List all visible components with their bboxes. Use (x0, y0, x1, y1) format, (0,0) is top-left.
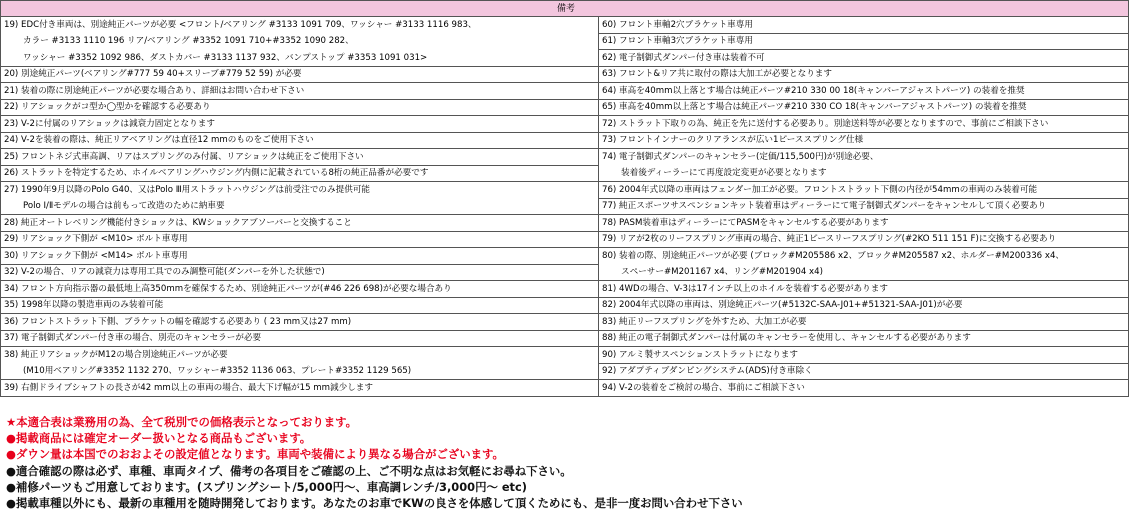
note-left-cell: 20) 別途純正パーツ(ベアリング#777 59 40+スリーブ#779 52 59) が必要 (1, 66, 599, 83)
table-row (1, 231, 1129, 248)
table-row (1, 50, 1129, 67)
table-row (1, 347, 1129, 364)
note-right-cell: 63) フロント&リア共に取付の際は大加工が必要となります (599, 66, 1129, 83)
note-right-cell: 60) フロント車軸2穴ブラケット車専用 (599, 17, 1129, 34)
note-left-cell: 38) 純正リアショックがM12の場合別途純正パーツが必要 (1, 347, 599, 364)
note-left-cell: カラー #3133 1110 196 リア/ベアリング #3352 1091 710+#3352 1090 282、 (1, 33, 599, 50)
table-row (1, 281, 1129, 298)
note-left-cell: 39) 右側ドライブシャフトの長さが42 mm以上の車両の場合、最大下げ幅が15 mm減少します (1, 380, 599, 397)
note-left-cell: 28) 純正オートレベリング機能付きショックは、KWショックアブソーバーと交換すること (1, 215, 599, 232)
table-row (1, 165, 1129, 182)
note-left-cell: 30) リアショック下側が <M14> ボルト車専用 (1, 248, 599, 265)
footer-note-order: ●掲載商品には確定オーダー扱いとなる商品もございます。 (6, 431, 312, 446)
note-right-cell: 64) 車高を40mm以上落とす場合は純正パーツ#210 330 00 18(キャンバーアジャストパーツ) の装着を推奨 (599, 83, 1129, 100)
note-right-cell: 94) V-2の装着をご検討の場合、事前にご相談下さい (599, 380, 1129, 397)
note-right-cell: 82) 2004年式以降の車両は、別途純正パーツ(#5132C-SAA-J01+#51321-SAA-J01)が必要 (599, 297, 1129, 314)
table-row (1, 363, 1129, 380)
footer-note-confirm: ●適合確認の際は必ず、車種、車両タイプ、備考の各項目をご確認の上、ご不明な点はお気軽にお尋ね下さい。 (6, 463, 572, 478)
note-left-cell: Polo Ⅰ/Ⅱモデルの場合は前もって改造のために納車要 (1, 198, 599, 215)
table-row (1, 149, 1129, 166)
note-left-cell: 37) 電子制御式ダンパー付き車の場合、別売のキャンセラーが必要 (1, 330, 599, 347)
footer-notes (6, 414, 1126, 511)
note-left-cell: (M10用ベアリング#3352 1132 270、ワッシャー#3352 1136 063、プレート#3352 1129 565) (1, 363, 599, 380)
note-right-cell: 92) アダプティブダンピングシステム(ADS)付き車除く (599, 363, 1129, 380)
note-right-cell: 65) 車高を40mm以上落とす場合は純正パーツ#210 330 CO 18(キャンバーアジャストパーツ) の装着を推奨 (599, 99, 1129, 116)
note-right-cell: 72) ストラット下取りの為、純正を先に送付する必要あり。別途送料等が必要となりますので、事前にご相談下さい (599, 116, 1129, 133)
table-row (1, 297, 1129, 314)
note-left-cell: 24) V-2を装着の際は、純正リアベアリングは直径12 mmのものをご使用下さい (1, 132, 599, 149)
note-left-cell: 26) ストラットを特定するため、ホイルベアリングハウジング内側に記載されている8桁の純正品番が必要です (1, 165, 599, 182)
note-left-cell: 34) フロント方向指示器の最低地上高350mmを確保するため、別途純正パーツが(#46 226 698)が必要な場合あり (1, 281, 599, 298)
note-left-cell: 25) フロントネジ式車高調、リアはスプリングのみ付属、リアショックは純正をご使用下さい (1, 149, 599, 166)
table-row (1, 17, 1129, 34)
table-row (1, 182, 1129, 199)
note-left-cell: 32) V-2の場合、リアの減衰力は専用工具でのみ調整可能(ダンパーを外した状態で) (1, 264, 599, 281)
note-left-cell: 21) 装着の際に別途純正パーツが必要な場合あり、詳細はお問い合わせ下さい (1, 83, 599, 100)
footer-note-development: ●掲載車種以外にも、最新の車種用を随時開発しております。あなたのお車でKWの良さを体感して頂くためにも、是非一度お問い合わせ下さい (6, 496, 743, 511)
notes-header: 備考 (1, 1, 1129, 17)
footer-note-parts: ●補修パーツもご用意しております。(スプリングシート/5,000円～、車高調レンチ/3,000円～ etc) (6, 479, 527, 494)
note-right-cell: 78) PASM装着車はディーラーにてPASMをキャンセルする必要があります (599, 215, 1129, 232)
note-right-cell: 77) 純正スポーツサスペンションキット装着車はディーラーにて電子制御式ダンパーをキャンセルして頂く必要あり (599, 198, 1129, 215)
note-right-cell: 装着後ディーラーにて再度設定変更が必要となります (599, 165, 1129, 182)
note-left-cell: ワッシャー #3352 1092 986、ダストカバー #3133 1137 932、バンプストップ #3353 1091 031> (1, 50, 599, 67)
note-left-cell: 35) 1998年以降の製造車両のみ装着可能 (1, 297, 599, 314)
notes-header-row (1, 1, 1129, 17)
note-left-cell: 27) 1990年9月以降のPolo G40、又はPolo Ⅲ用ストラットハウジングは前受注でのみ提供可能 (1, 182, 599, 199)
note-right-cell: 83) 純正リーフスプリングを外すため、大加工が必要 (599, 314, 1129, 331)
footer-note-down-amount: ●ダウン量は本国でのおおよその設定値となります。車両や装備により異なる場合がございます。 (6, 447, 504, 462)
note-left-cell: 22) リアショックがコ型か◯型かを確認する必要あり (1, 99, 599, 116)
note-left-cell: 29) リアショック下側が <M10> ボルト車専用 (1, 231, 599, 248)
note-right-cell: 74) 電子制御式ダンパーのキャンセラー(定価/115,500円)が別途必要、 (599, 149, 1129, 166)
table-row (1, 198, 1129, 215)
table-row (1, 33, 1129, 50)
note-right-cell: スペーサー#M201167 x4、リング#M201904 x4) (599, 264, 1129, 281)
note-left-cell: 36) フロントストラット下側、ブラケットの幅を確認する必要あり ( 23 mm又は27 mm) (1, 314, 599, 331)
table-row (1, 248, 1129, 265)
note-right-cell: 61) フロント車軸3穴ブラケット車専用 (599, 33, 1129, 50)
table-row (1, 314, 1129, 331)
footer-note-tax: ★本適合表は業務用の為、全て税別での価格表示となっております。 (6, 415, 358, 429)
table-row (1, 264, 1129, 281)
table-row (1, 116, 1129, 133)
note-right-cell: 73) フロントインナーのクリアランスが広い1ピーススプリング仕様 (599, 132, 1129, 149)
note-right-cell: 62) 電子制御式ダンパー付き車は装着不可 (599, 50, 1129, 67)
table-row (1, 330, 1129, 347)
note-right-cell: 76) 2004年式以降の車両はフェンダー加工が必要。フロントストラット下側の内径が54mmの車両のみ装着可能 (599, 182, 1129, 199)
table-row (1, 132, 1129, 149)
table-row (1, 215, 1129, 232)
note-right-cell: 88) 純正の電子制御式ダンパーは付属のキャンセラーを使用し、キャンセルする必要があります (599, 330, 1129, 347)
table-row (1, 99, 1129, 116)
note-right-cell: 80) 装着の際、別途純正パーツが必要 (ブロック#M205586 x2、ブロック#M205587 x2、ホルダー#M200336 x4、 (599, 248, 1129, 265)
note-right-cell: 79) リアが2枚のリーフスプリング車両の場合、純正1ピースリーフスプリング(#2KO 511 151 F)に交換する必要あり (599, 231, 1129, 248)
table-row (1, 66, 1129, 83)
note-left-cell: 23) V-2に付属のリアショックは減衰力固定となります (1, 116, 599, 133)
note-left-cell: 19) EDC付き車両は、別途純正パーツが必要 <フロント/ベアリング #3133 1091 709、ワッシャー #3133 1116 983、 (1, 17, 599, 34)
note-right-cell: 81) 4WDの場合、V-3は17インチ以上のホイルを装着する必要があります (599, 281, 1129, 298)
table-row (1, 380, 1129, 397)
note-right-cell: 90) アルミ製サスペンションストラットになります (599, 347, 1129, 364)
table-row (1, 83, 1129, 100)
